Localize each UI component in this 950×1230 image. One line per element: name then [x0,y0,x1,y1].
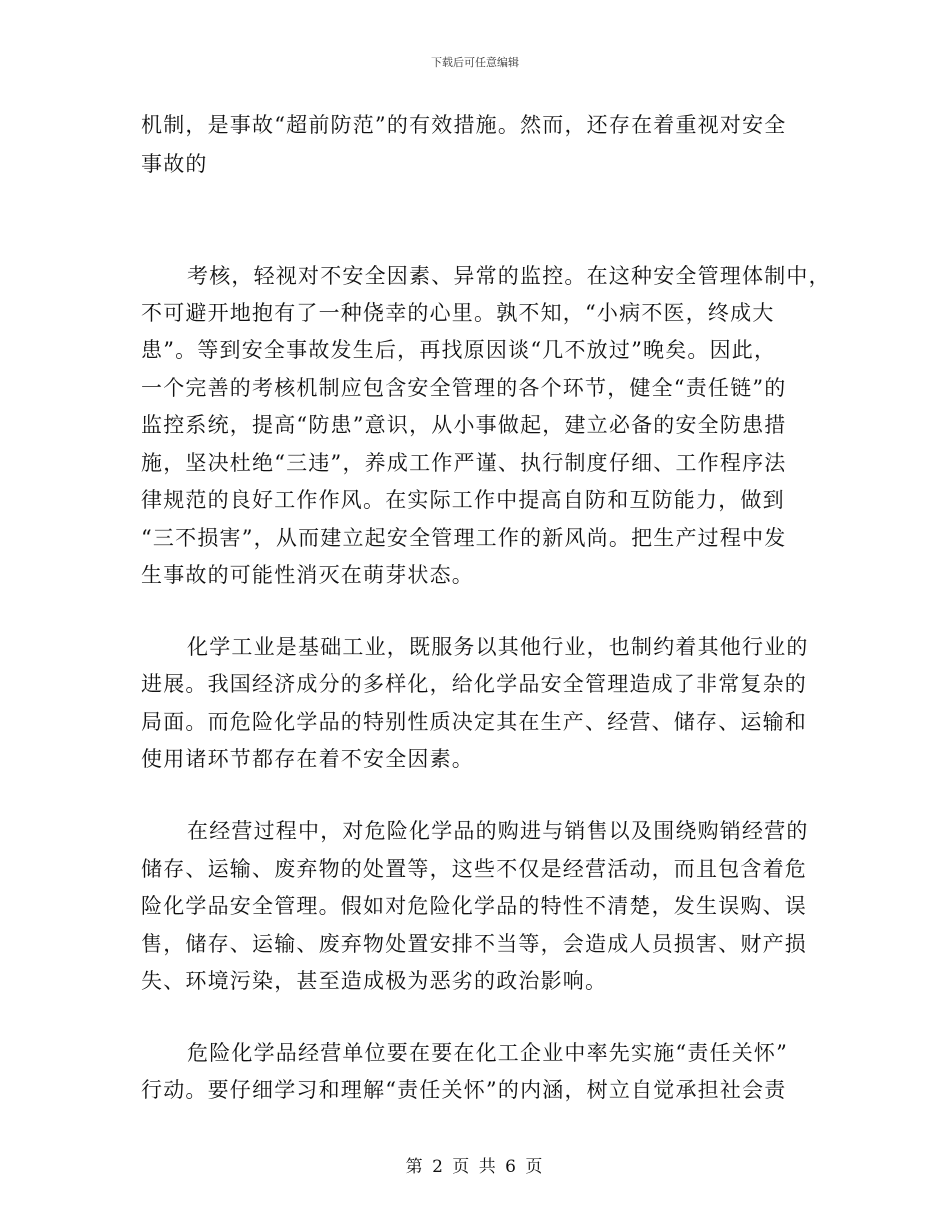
body-line: 患”。等到安全事故发生后，再找原因谈“几不放过”晚矣。因此， [141,338,777,362]
body-line: 施，坚决杜绝“三违”，养成工作严谨、执行制度仔细、工作程序法 [141,451,787,475]
body-line: 一个完善的考核机制应包含安全管理的各个环节，健全“责任链”的 [141,376,787,400]
body-line: 行动。要仔细学习和理解“责任关怀”的内涵，树立自觉承担社会责 [141,1078,787,1102]
body-line: 售，储存、运输、废弃物处置安排不当等，会造成人员损害、财产损 [141,932,807,956]
body-line: 储存、运输、废弃物的处置等，这些不仅是经营活动，而且包含着危 [141,857,807,881]
body-line: 机制，是事故“超前防范”的有效措施。然而，还存在着重视对安全 [141,113,787,137]
body-line: 进展。我国经济成分的多样化，给化学品安全管理造成了非常复杂的 [141,672,807,696]
body-line: 监控系统，提高“防患”意识，从小事做起，建立必备的安全防患措 [141,413,787,437]
body-line: 危险化学品经营单位要在要在化工企业中率先实施“责任关怀” [187,1041,789,1065]
body-line: 事故的 [141,152,208,176]
body-line: 失、环境污染，甚至造成极为恶劣的政治影响。 [141,969,608,993]
body-line: 考核，轻视对不安全因素、异常的监控。在这种安全管理体制中， [187,264,831,288]
page-header: 下载后可任意编辑 [431,56,519,69]
body-line: 生事故的可能性消灭在萌芽状态。 [141,563,474,587]
body-line: 律规范的良好工作作风。在实际工作中提高自防和互防能力，做到 [141,488,785,512]
body-line: 险化学品安全管理。假如对危险化学品的特性不清楚，发生误购、误 [141,894,807,918]
body-line: 使用诸环节都存在着不安全因素。 [141,747,474,771]
body-line: “三不损害”，从而建立起安全管理工作的新风尚。把生产过程中发 [141,526,787,550]
page-number-footer: 第 2 页 共 6 页 [405,1157,545,1177]
body-line: 局面。而危险化学品的特别性质决定其在生产、经营、储存、运输和 [141,710,807,734]
body-line: 不可避开地抱有了一种侥幸的心里。孰不知，“小病不医，终成大 [141,301,775,325]
body-line: 化学工业是基础工业，既服务以其他行业，也制约着其他行业的 [187,635,809,659]
body-line: 在经营过程中，对危险化学品的购进与销售以及围绕购销经营的 [187,819,809,843]
